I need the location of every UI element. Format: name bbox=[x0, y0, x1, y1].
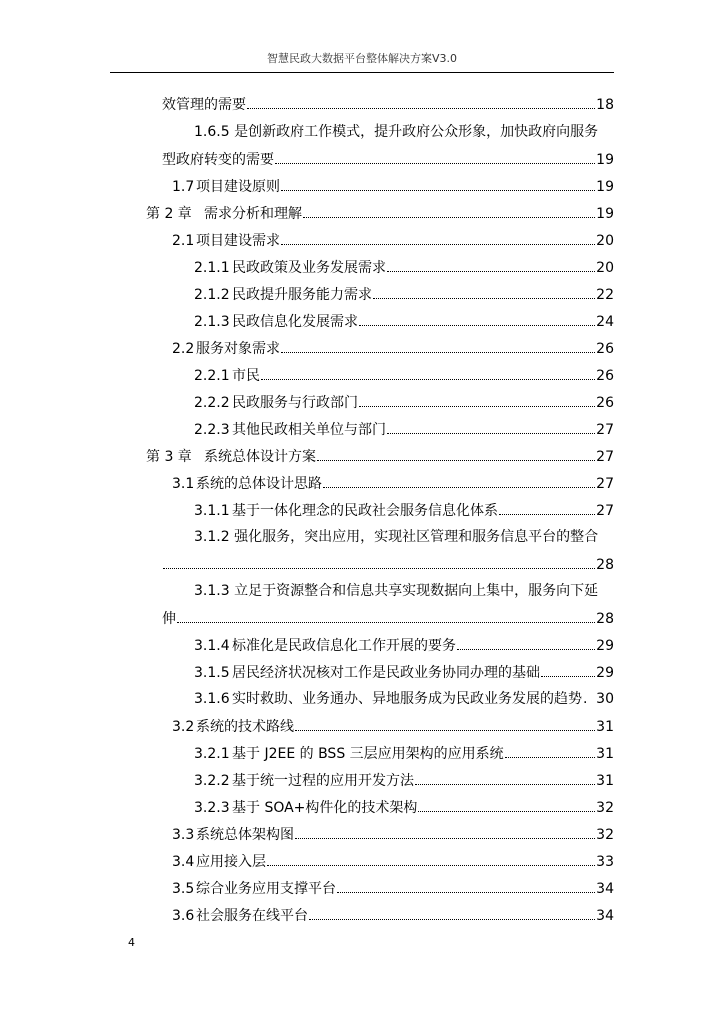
toc-entry-number: 3.2.3 bbox=[194, 800, 230, 816]
toc-entry-title: 需求分析和理解 bbox=[204, 206, 302, 222]
toc-leader-dots bbox=[281, 176, 595, 191]
toc-entry-title: 系统总体架构图 bbox=[196, 827, 294, 843]
page-number: 4 bbox=[128, 936, 135, 949]
toc-entry-number: 3.1.6 bbox=[194, 691, 230, 707]
toc-entry-page: 26 bbox=[596, 395, 614, 411]
toc-leader-dots bbox=[303, 203, 595, 218]
toc-entry-page: 34 bbox=[596, 908, 614, 924]
toc-entry-page: 31 bbox=[596, 773, 614, 789]
toc-entry-page: 20 bbox=[596, 233, 614, 249]
toc-leader-dots bbox=[309, 905, 595, 920]
toc-entry[interactable] bbox=[194, 635, 614, 655]
toc-entry[interactable] bbox=[172, 905, 614, 925]
toc-entry[interactable] bbox=[194, 797, 614, 817]
toc-entry-chapter[interactable] bbox=[146, 446, 614, 466]
toc-entry-number: 3.5 bbox=[172, 881, 195, 897]
toc-entry-title: 市民 bbox=[232, 368, 260, 384]
toc-entry-title: 伸 bbox=[162, 611, 176, 627]
toc-entry[interactable] bbox=[172, 824, 614, 844]
toc-entry-title: 民政政策及业务发展需求 bbox=[232, 260, 386, 276]
toc-entry-title: 民政服务与行政部门 bbox=[232, 395, 358, 411]
toc-leader-dots bbox=[267, 851, 595, 866]
toc-entry-number: 3.1 bbox=[172, 476, 195, 492]
toc-entry-title: 项目建设需求 bbox=[196, 233, 280, 249]
toc-leader-dots bbox=[415, 770, 595, 785]
toc-entry-page: 19 bbox=[596, 206, 614, 222]
toc-entry-title: 型政府转变的需要 bbox=[162, 152, 274, 168]
toc-entry[interactable] bbox=[172, 851, 614, 871]
toc-entry-number: 1.7 bbox=[172, 179, 195, 195]
toc-entry-page: 20 bbox=[596, 260, 614, 276]
toc-leader-dots bbox=[317, 446, 595, 461]
toc-entry[interactable] bbox=[172, 716, 614, 736]
toc-entry-title: 民政提升服务能力需求 bbox=[232, 287, 372, 303]
toc-entry-title: 其他民政相关单位与部门 bbox=[232, 422, 386, 438]
toc-entry-number: 2.1.1 bbox=[194, 260, 230, 276]
toc-entry[interactable] bbox=[194, 662, 614, 682]
toc-entry[interactable] bbox=[194, 527, 598, 547]
toc-entry-title: 居民经济状况核对工作是民政业务协同办理的基础 bbox=[232, 665, 540, 681]
toc-leader-dots bbox=[418, 797, 595, 812]
toc-entry-page: 29 bbox=[596, 638, 614, 654]
toc-entry-number: 第 2 章 bbox=[146, 206, 192, 222]
toc-entry-title: 基于 J2EE 的 BSS 三层应用架构的应用系统 bbox=[232, 746, 504, 762]
toc-entry[interactable] bbox=[194, 743, 614, 763]
toc-entry-number: 3.1.5 bbox=[194, 665, 230, 681]
toc-entry-number: 3.6 bbox=[172, 908, 195, 924]
toc-entry[interactable] bbox=[194, 392, 614, 412]
toc-entry-title: 系统总体设计方案 bbox=[204, 449, 316, 465]
toc-leader-dots bbox=[281, 338, 595, 353]
toc-entry[interactable] bbox=[172, 230, 614, 250]
toc-entry-page: 32 bbox=[596, 800, 614, 816]
toc-entry-page: 30 bbox=[596, 691, 614, 707]
toc-leader-dots bbox=[295, 716, 595, 731]
toc-leader-dots bbox=[359, 311, 595, 326]
toc-leader-dots bbox=[261, 365, 595, 380]
toc-entry-number: 3.1.2 bbox=[194, 529, 230, 545]
toc-leader-dots bbox=[163, 554, 595, 569]
header-title: 智慧民政大数据平台整体解决方案V3.0 bbox=[266, 52, 458, 65]
toc-entry-number: 3.1.4 bbox=[194, 638, 230, 654]
toc-entry-number: 第 3 章 bbox=[146, 449, 192, 465]
toc-leader-dots bbox=[387, 419, 595, 434]
toc-entry-title: 强化服务，突出应用，实现社区管理和服务信息平台的整合 bbox=[234, 529, 599, 545]
toc-entry-title: 基于一体化理念的民政社会服务信息化体系 bbox=[232, 503, 498, 519]
toc-entry-number: 2.1.3 bbox=[194, 314, 230, 330]
toc-entry-chapter[interactable] bbox=[146, 203, 614, 223]
toc-entry-title: 服务对象需求 bbox=[196, 341, 280, 357]
toc-entry[interactable] bbox=[172, 878, 614, 898]
toc-entry-title: 基于统一过程的应用开发方法 bbox=[232, 773, 414, 789]
toc-entry[interactable] bbox=[194, 581, 598, 601]
toc-entry-title: 项目建设原则 bbox=[196, 179, 280, 195]
toc-entry[interactable] bbox=[172, 473, 614, 493]
toc-entry-title: 立足于资源整合和信息共享实现数据向上集中，服务向下延 bbox=[234, 583, 599, 599]
toc-entry[interactable] bbox=[194, 365, 614, 385]
toc-entry-page: 31 bbox=[596, 719, 614, 735]
toc-entry[interactable] bbox=[194, 122, 598, 142]
toc-entry-number: 1.6.5 bbox=[194, 124, 230, 140]
toc-leader-dots bbox=[359, 392, 595, 407]
toc-leader-dots bbox=[295, 824, 595, 839]
toc-entry-title: 系统的总体设计思路 bbox=[196, 476, 322, 492]
toc-entry-title: 民政信息化发展需求 bbox=[232, 314, 358, 330]
toc-entry-title: 基于 SOA+构件化的技术架构 bbox=[232, 800, 418, 816]
toc-leader-dots bbox=[177, 608, 595, 623]
toc-entry-page: 19 bbox=[596, 179, 614, 195]
toc-entry-page: 27 bbox=[596, 476, 614, 492]
toc-entry-page: 22 bbox=[596, 287, 614, 303]
toc-entry[interactable] bbox=[194, 419, 614, 439]
toc-entry-number: 3.1.1 bbox=[194, 503, 230, 519]
toc-entry-page: 19 bbox=[596, 152, 614, 168]
toc-entry-number: 2.2.2 bbox=[194, 395, 230, 411]
toc-entry-page: 29 bbox=[596, 665, 614, 681]
toc-entry-page: 24 bbox=[596, 314, 614, 330]
toc-entry[interactable] bbox=[162, 149, 614, 169]
toc-entry-number: 3.4 bbox=[172, 854, 195, 870]
toc-entry-title: 标准化是民政信息化工作开展的要务 bbox=[232, 638, 456, 654]
toc-entry-page: 27 bbox=[596, 503, 614, 519]
page-header bbox=[110, 50, 614, 73]
toc-entry[interactable] bbox=[162, 608, 614, 628]
toc-entry[interactable] bbox=[172, 338, 614, 358]
toc-entry-number: 2.2.3 bbox=[194, 422, 230, 438]
toc-entry-page: 34 bbox=[596, 881, 614, 897]
toc-leader-dots bbox=[337, 878, 595, 893]
toc-leader-dots bbox=[499, 500, 595, 515]
toc-entry-number: 2.1.2 bbox=[194, 287, 230, 303]
toc-entry[interactable] bbox=[162, 554, 614, 574]
toc-leader-dots bbox=[457, 635, 595, 650]
toc-entry-page: 27 bbox=[596, 422, 614, 438]
toc-leader-dots bbox=[373, 284, 595, 299]
toc-entry-title: 应用接入层 bbox=[196, 854, 266, 870]
toc-entry-number: 2.2.1 bbox=[194, 368, 230, 384]
toc-entry-page: 28 bbox=[596, 557, 614, 573]
toc-entry-number: 3.2 bbox=[172, 719, 195, 735]
toc-entry[interactable] bbox=[194, 770, 614, 790]
toc-entry[interactable] bbox=[194, 500, 614, 520]
toc-entry-title: 综合业务应用支撑平台 bbox=[196, 881, 336, 897]
toc-leader-dots bbox=[387, 257, 595, 272]
toc-entry-number: 2.2 bbox=[172, 341, 195, 357]
toc-entry-page: 32 bbox=[596, 827, 614, 843]
toc-entry-number: 3.1.3 bbox=[194, 583, 230, 599]
toc-entry[interactable] bbox=[172, 176, 614, 196]
toc-entry-title: 是创新政府工作模式，提升政府公众形象，加快政府向服务 bbox=[234, 124, 599, 140]
toc-leader-dots bbox=[247, 94, 595, 109]
toc-leader-dots bbox=[505, 743, 596, 758]
toc-entry[interactable] bbox=[194, 284, 614, 304]
toc-entry-page: 27 bbox=[596, 449, 614, 465]
toc-leader-dots bbox=[541, 662, 595, 677]
toc-entry-number: 3.3 bbox=[172, 827, 195, 843]
toc-entry[interactable] bbox=[194, 311, 614, 331]
toc-entry-title: 效管理的需要 bbox=[162, 97, 246, 113]
toc-entry-number: 3.2.1 bbox=[194, 746, 230, 762]
toc-leader-dots bbox=[281, 230, 595, 245]
toc-entry-page: 26 bbox=[596, 341, 614, 357]
toc-entry-page: 33 bbox=[596, 854, 614, 870]
toc-entry-title: 实时救助、业务通办、异地服务成为民政业务发展的趋势 bbox=[232, 691, 582, 707]
toc-entry-page: 26 bbox=[596, 368, 614, 384]
toc-entry[interactable] bbox=[194, 689, 614, 709]
toc-entry[interactable] bbox=[162, 94, 614, 114]
toc-entry-page: 18 bbox=[596, 97, 614, 113]
toc-entry[interactable] bbox=[194, 257, 614, 277]
toc-leader-dots bbox=[275, 149, 595, 164]
toc-entry-title: 社会服务在线平台 bbox=[196, 908, 308, 924]
toc-leader-dots bbox=[323, 473, 595, 488]
toc-entry-page: 31 bbox=[596, 746, 614, 762]
toc-entry-page: 28 bbox=[596, 611, 614, 627]
toc-entry-title: 系统的技术路线 bbox=[196, 719, 294, 735]
toc-leader-dots: . bbox=[583, 691, 588, 703]
toc-entry-number: 3.2.2 bbox=[194, 773, 230, 789]
toc-entry-number: 2.1 bbox=[172, 233, 195, 249]
